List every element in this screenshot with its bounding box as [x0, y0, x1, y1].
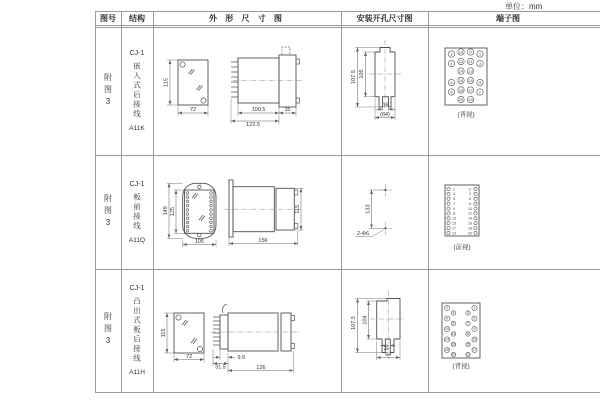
front-view: [161, 313, 204, 362]
dim-depth-1: 100.5: [251, 106, 266, 113]
terminal-number: 8: [469, 201, 471, 206]
header-outline: 外 形 尺 寸 图: [209, 14, 285, 23]
terminal-diagram-row3: [428, 269, 600, 392]
terminal-circle: [474, 227, 477, 230]
dim-cutout-h2: 104: [362, 315, 369, 325]
terminal-circle: [186, 221, 189, 224]
terminal-number: 11: [466, 332, 470, 337]
hole-callout: 2-Φ6: [356, 231, 370, 237]
terminal-number: 13: [452, 216, 456, 221]
dim-side-height: 115: [295, 204, 301, 214]
terminal-number: 1: [478, 51, 482, 57]
terminal-numbers-left: [452, 187, 456, 235]
terminal-number: 3: [467, 311, 469, 316]
dim-slot-width: 16: [382, 102, 389, 109]
terminal-number: 8: [450, 89, 453, 95]
terminal-number: 18: [445, 348, 449, 353]
terminal-number: 3: [478, 60, 482, 66]
view-label-row3: (背视): [452, 363, 470, 370]
terminal-circle: [474, 217, 477, 220]
dim-front-width: 72: [185, 353, 193, 360]
terminal-number: 11: [468, 58, 473, 64]
model-row1: CJ-1: [129, 50, 145, 57]
terminal-number: 7: [453, 201, 455, 206]
terminal-circle: [447, 227, 450, 230]
wire-flick: [223, 304, 228, 313]
terminal-circle: [447, 207, 450, 210]
terminal-number: 5: [473, 316, 476, 321]
outline-drawing-row3: [153, 269, 341, 392]
terminal-number: 13: [472, 337, 477, 342]
terminal-number: 14: [468, 216, 472, 221]
terminal-number: 12: [451, 332, 456, 337]
terminal-numbers-right: [468, 187, 472, 235]
terminal-column-mid-left: [458, 49, 464, 103]
terminal-column-inner-right: [466, 311, 470, 357]
terminal-pins: [213, 317, 220, 345]
terminal-circles-right: [474, 187, 477, 234]
install-drawing-row1: [342, 26, 428, 155]
terminal-circle: [210, 221, 213, 224]
terminal-circle: [447, 217, 450, 220]
dim-depth-2: 9.5: [237, 355, 246, 362]
dim-flange-height: 149: [162, 206, 169, 216]
terminal-number: 4: [450, 60, 453, 66]
terminal-circle: [447, 202, 450, 205]
unit-label: 单位：mm: [505, 2, 543, 11]
terminal-column-outer-left: [448, 51, 454, 95]
terminal-number: 16: [458, 77, 464, 83]
terminal-circle: [210, 196, 213, 199]
terminal-number: 2: [446, 306, 448, 311]
terminal-number: 9: [473, 327, 476, 332]
terminal-number: 1: [453, 187, 455, 192]
terminal-circle: [210, 209, 213, 212]
mount-hole-bottom: [384, 227, 386, 229]
code-row2: A11Q: [128, 236, 146, 244]
model-row3: CJ-1: [129, 284, 145, 292]
terminal-number: 16: [468, 221, 472, 226]
terminal-number: 18: [458, 87, 464, 93]
structure-cell-row2: [121, 155, 153, 269]
terminal-diagram-row1: [428, 26, 600, 155]
code-row1: A11K: [129, 125, 145, 132]
table-border-bottom: [95, 392, 600, 393]
side-view: [231, 47, 303, 128]
terminal-circle: [474, 187, 477, 190]
structure-name-row2: 板前接线: [132, 192, 142, 231]
outline-drawing-row2: [153, 155, 341, 269]
terminal-circle: [447, 212, 450, 215]
terminal-number: 16: [451, 342, 456, 347]
dim-side-length: 156: [258, 237, 268, 244]
dim-front-width: 72: [189, 107, 197, 113]
dim-depth-3: 126: [256, 364, 266, 371]
terminal-circle: [186, 217, 189, 220]
terminal-circle: [447, 192, 450, 195]
latch-hook: [282, 47, 290, 55]
terminal-number: 14: [445, 337, 449, 342]
terminal-number: 14: [458, 68, 464, 74]
dim-cutout-h1: 107.5: [351, 70, 357, 84]
dim-cutout-width: 64: [385, 351, 392, 358]
side-view: [224, 180, 304, 246]
terminal-circle: [447, 222, 450, 225]
terminal-circle: [186, 204, 189, 207]
code-row3: A11H: [129, 369, 145, 377]
terminal-number: 20: [451, 352, 456, 357]
terminal-circle: [447, 197, 450, 200]
dim-depth-1: 31.5: [215, 364, 226, 371]
terminal-circle: [186, 213, 189, 216]
terminal-number: 15: [466, 342, 470, 347]
dim-front-height: 115: [163, 78, 170, 87]
front-view: [164, 60, 209, 116]
terminal-number: 17: [468, 87, 473, 93]
terminal-number: 4: [469, 192, 471, 197]
dim-front-height: 115: [160, 328, 167, 338]
dim-slot-width: 16: [383, 344, 390, 351]
terminal-number: 6: [469, 197, 471, 202]
structure-name-row3: 凸出式板后接线: [132, 296, 142, 364]
dim-front-width: 105: [194, 238, 204, 245]
terminal-number: 10: [445, 327, 449, 332]
terminal-circle: [210, 192, 213, 195]
header-install: 安装开孔尺寸图: [356, 14, 413, 23]
terminal-number: 10: [468, 206, 472, 211]
install-drawing-row3: [342, 269, 428, 392]
terminal-number: 6: [450, 79, 453, 85]
header-terminal: 端子图: [496, 14, 520, 23]
terminal-circle: [210, 225, 213, 228]
terminal-circle: [447, 187, 450, 190]
fig-no-cell-row2: [95, 155, 121, 269]
fig-no-cell-row1: [95, 27, 121, 155]
terminal-circle: [210, 217, 213, 220]
install-drawing-row2: [342, 155, 428, 269]
terminal-number: 6: [446, 316, 448, 321]
terminal-number: 2: [450, 51, 453, 57]
header-structure: 结构: [129, 14, 145, 23]
terminal-number: 15: [468, 77, 473, 83]
terminal-circle: [186, 225, 189, 228]
terminal-circle: [186, 196, 189, 199]
terminal-circle: [474, 192, 477, 195]
dim-cutout-width: (64): [380, 111, 390, 118]
terminal-circle: [210, 200, 213, 203]
terminal-number: 3: [453, 192, 455, 197]
front-view: [163, 183, 216, 247]
terminal-number: 7: [467, 321, 469, 326]
terminal-number: 5: [478, 79, 482, 85]
structure-cell-row1: [121, 27, 153, 155]
front-terminal-dots-left: [186, 192, 189, 232]
terminal-number: 12: [458, 58, 464, 64]
terminal-number: 2: [469, 187, 471, 192]
terminal-number: 17: [472, 348, 477, 353]
terminal-number: 13: [468, 68, 473, 74]
terminal-circle: [474, 222, 477, 225]
terminal-circle: [186, 192, 189, 195]
terminal-circle: [474, 212, 477, 215]
terminal-number: 5: [453, 197, 455, 202]
terminal-circle: [210, 230, 213, 233]
outline-drawing-row1: [153, 26, 341, 155]
side-view: [211, 304, 300, 373]
terminal-circle: [186, 200, 189, 203]
fig-no-cell-row3: [95, 269, 121, 392]
terminal-number: 20: [468, 231, 472, 236]
terminal-number: 1: [473, 306, 476, 311]
header-fig-no: 图号: [100, 14, 116, 23]
terminal-number: 20: [458, 96, 464, 102]
terminal-circle: [186, 230, 189, 233]
terminal-number: 7: [478, 89, 482, 95]
terminal-circles-left: [447, 187, 450, 234]
terminal-number: 19: [468, 96, 473, 102]
terminal-pins: [231, 62, 238, 97]
dim-cutout-h2: 105: [359, 69, 365, 79]
fig-no-row2: 附图3: [103, 193, 113, 231]
dim-flange: 35: [284, 106, 291, 113]
terminal-circle: [447, 231, 450, 234]
fig-no-row1: 附图3: [103, 72, 113, 110]
fig-no-row3: 附图3: [103, 312, 113, 349]
terminal-circle: [474, 231, 477, 234]
front-terminal-dots-right: [210, 192, 213, 232]
terminal-number: 8: [452, 321, 455, 326]
structure-cell-row3: [121, 269, 153, 392]
view-label-row2: (前视): [453, 244, 471, 251]
mount-hole-top: [384, 189, 386, 191]
terminal-number: 10: [458, 49, 464, 55]
terminal-circle: [474, 197, 477, 200]
terminal-number: 19: [466, 352, 470, 357]
terminal-diagram-row2: [428, 155, 600, 269]
terminal-column-mid-right: [467, 49, 473, 103]
terminal-column-outer-right: [477, 51, 483, 95]
model-row2: CJ-1: [129, 180, 145, 188]
terminal-circle: [186, 209, 189, 212]
terminal-circle: [474, 207, 477, 210]
dim-hole-spacing: 133: [365, 204, 372, 214]
structure-name-row1: 嵌入式后接线: [132, 62, 142, 119]
terminal-number: 9: [469, 49, 472, 55]
dim-cutout-h1: 107.5: [351, 316, 358, 330]
terminal-column-inner-left: [451, 311, 455, 357]
terminal-number: 15: [452, 221, 456, 226]
terminal-number: 17: [452, 226, 456, 231]
terminal-number: 11: [452, 211, 456, 216]
terminal-circle: [210, 213, 213, 216]
terminal-circle: [474, 202, 477, 205]
dim-body-height: 125: [169, 207, 176, 217]
terminal-number: 12: [468, 211, 472, 216]
terminal-column-outer-left: [444, 305, 449, 352]
terminal-number: 18: [468, 226, 472, 231]
terminal-circle: [210, 204, 213, 207]
terminal-number: 4: [452, 311, 455, 316]
terminal-number: 9: [453, 206, 455, 211]
terminal-number: 19: [452, 231, 456, 236]
view-label-row1: (背视): [457, 111, 475, 119]
terminal-column-outer-right: [472, 305, 477, 352]
dim-depth-2: 122.5: [246, 122, 260, 128]
